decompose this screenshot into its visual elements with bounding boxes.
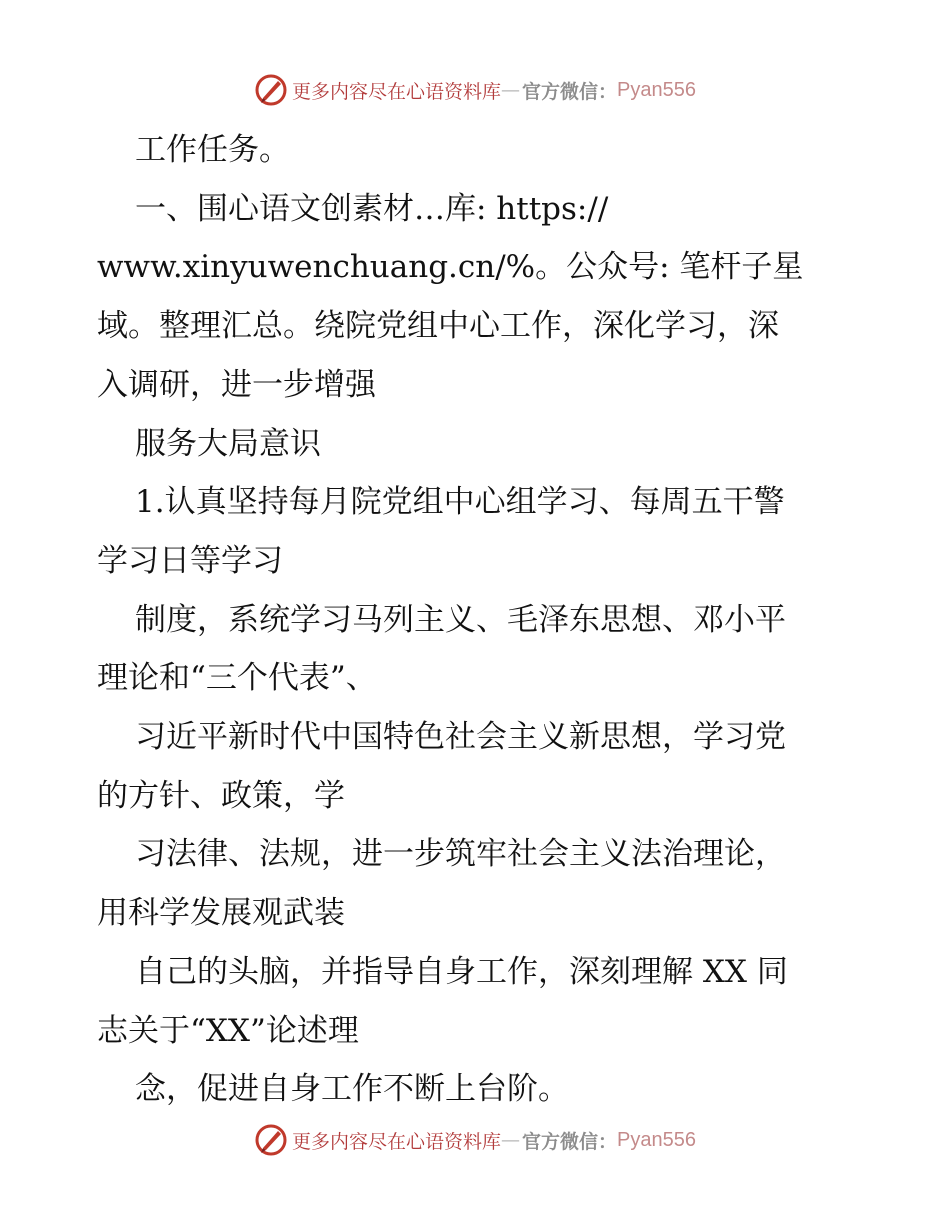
quill-logo-icon	[254, 1123, 288, 1157]
text-line: 习法律、法规，进一步筑牢社会主义法治理论，	[135, 836, 786, 873]
text-line: 一、围心语文创素材…库: https://	[135, 190, 609, 227]
banner-wechat-label: 官方微信：	[522, 80, 618, 103]
text-line: 用科学发展观武装	[97, 895, 345, 932]
text-line: 制度，系统学习马列主义、毛泽东思想、邓小平	[135, 601, 786, 638]
text-line: 1.认真坚持每月院党组中心组学习、每周五干警	[135, 484, 785, 521]
text-line: 学习日等学习	[97, 542, 283, 579]
text-line: 念，促进自身工作不断上台阶。	[135, 1071, 569, 1108]
header-banner	[0, 70, 950, 110]
banner-text: 更多内容尽在心语资料库	[292, 80, 502, 103]
banner-separator: —	[501, 1129, 521, 1151]
banner-separator: —	[501, 79, 521, 101]
banner-wechat-id: Pyan556	[617, 78, 696, 101]
quill-logo-icon	[254, 73, 288, 107]
text-line: 的方针、政策，学	[97, 777, 345, 814]
text-line: 自己的头脑，并指导自身工作，深刻理解 XX 同	[135, 953, 788, 990]
text-line: 习近平新时代中国特色社会主义新思想，学习党	[135, 719, 786, 756]
text-line: 工作任务。	[135, 132, 290, 168]
banner-wechat-id: Pyan556	[617, 1128, 696, 1151]
text-line: www.xinyuwenchuang.cn/%。公众号: 笔杆子星	[97, 249, 804, 286]
text-line: 理论和“三个代表”、	[97, 660, 377, 697]
text-line: 入调研，进一步增强	[97, 366, 376, 403]
text-line: 志关于“XX”论述理	[97, 1012, 359, 1049]
text-line: 服务大局意识	[135, 425, 321, 462]
text-line: 域。整理汇总。绕院党组中心工作，深化学习，深	[97, 308, 779, 345]
footer-banner	[0, 1120, 950, 1160]
banner-text: 更多内容尽在心语资料库	[292, 1130, 502, 1153]
banner-wechat-label: 官方微信：	[522, 1130, 618, 1153]
document-body	[97, 121, 857, 1119]
